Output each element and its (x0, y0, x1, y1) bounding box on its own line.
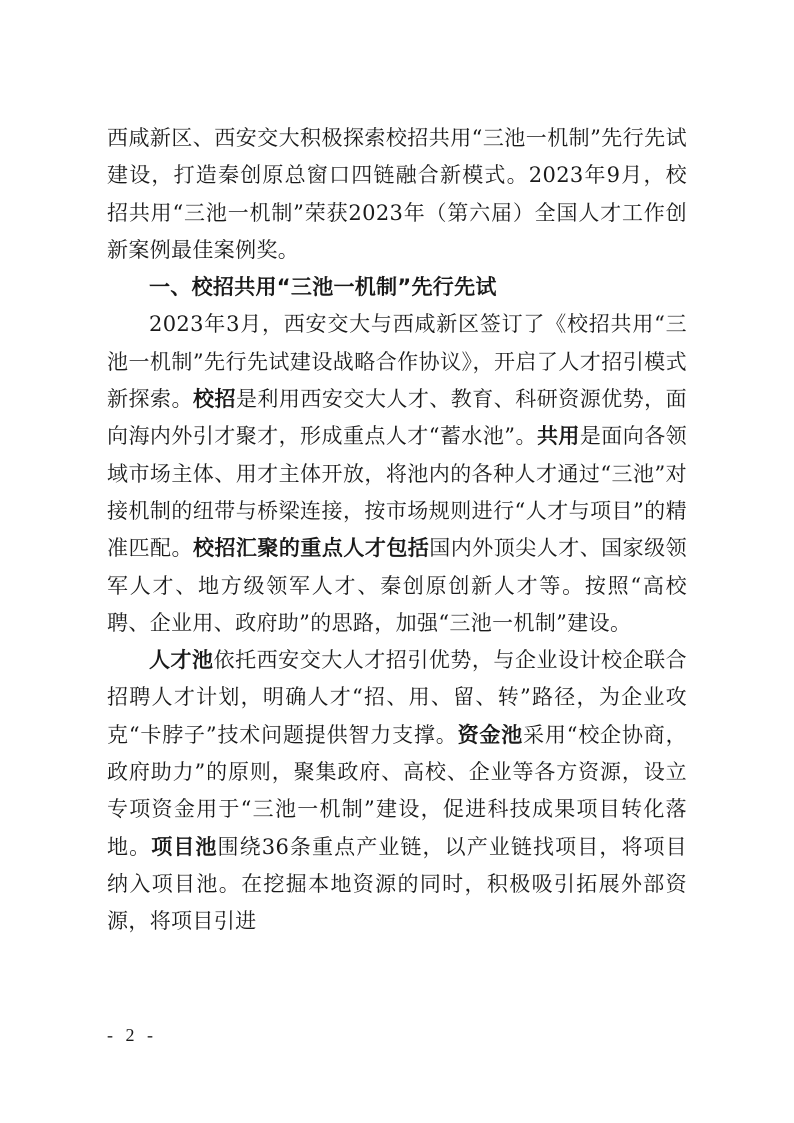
text-run: 2023年3月，西安交大与西咸新区签订了《校招共用“三池一机制”先行先试建设战略合作协议》，开启了人才招引模式新探索。 (107, 312, 687, 412)
bold-term-gongyong: 共用 (536, 424, 580, 449)
text-run: 是利用西安交大人才、教育、科研资源优势，面向海内外引才聚才，形成重点人才“蓄水池”。 (107, 387, 688, 449)
text-run: 围绕36条重点产业链，以产业链找项目，将项目纳入项目池。在挖掘本地资源的同时，积极吸引拓展外部资源，将项目引进 (107, 834, 688, 934)
bold-term-key-talents: 校招汇聚的重点人才包括 (192, 536, 430, 561)
text-run: 是面向各领域市场主体、用才主体开放，将池内的各种人才通过“三池”对接机制的纽带与桥梁连接，按市场规则进行“人才与项目”的精准匹配。 (107, 424, 687, 561)
text-run: 国内外顶尖人才、国家级领军人才、地方级领军人才、秦创原创新人才等。按照“高校聘、企业用、政府助”的思路，加强“三池一机制”建设。 (107, 536, 687, 635)
document-page (107, 120, 687, 941)
intro-text: 西咸新区、西安交大积极探索校招共用“三池一机制”先行先试建设，打造秦创原总窗口四链融合新模式。2023年9月，校招共用“三池一机制”荣获2023年（第六届）全国人才工作创新案例最佳案例奖。 (107, 126, 687, 262)
text-run: 依托西安交大人才招引优势，与企业设计校企联合招聘人才计划，明确人才“招、用、留、转”路径，为企业攻克“卡脖子”技术问题提供智力支撑。 (107, 648, 687, 747)
paragraph-agreement (107, 306, 687, 642)
text-run: 采用“校企协商，政府助力”的原则，聚集政府、高校、企业等各方资源，设立专项资金用于“三池一机制”建设，促进科技成果项目转化落地。 (107, 722, 687, 859)
bold-term-xiaozhao: 校招 (192, 387, 236, 412)
intro-paragraph (107, 120, 687, 269)
section-heading: 一、校招共用“三池一机制”先行先试 (149, 275, 497, 300)
paragraph-three-pools (107, 642, 687, 940)
bold-term-talent-pool: 人才池 (149, 648, 214, 673)
bold-term-project-pool: 项目池 (151, 834, 218, 859)
page-number: - 2 - (107, 1025, 157, 1045)
bold-term-fund-pool: 资金池 (457, 722, 524, 747)
